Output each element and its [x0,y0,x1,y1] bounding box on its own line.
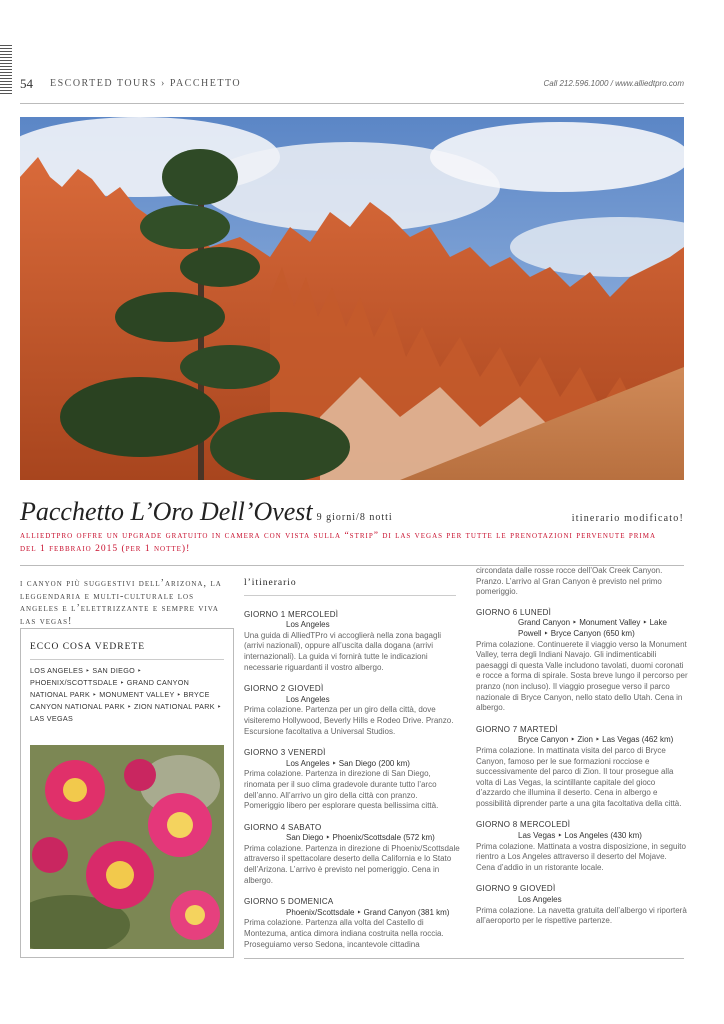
day-description: Prima colazione. Partenza in direzione di Phoenix/Scottsdale attraverso il spettacolare deserto della California e lo Stato dell’Arizona. L’arrivo è previsto nel pomeriggio. Cena in albergo. [244,843,460,885]
day-description: Prima colazione. Continuerete il viaggio verso la Monument Valley, terra degli Indiani Navajo. Gli indimenticabili paesaggi di questa Valle includono tavolati, duomi coronati e rocce a forma di spirale. Sosta breve lungo il percorso per pranzo (non incluso). Il viaggio prosegue verso il parco nazionale di Bryce Canyon, nello stato dello Utah. Cena in albergo. [476,639,688,713]
day-description: Una guida di AlliedTPro vi accoglierà nella zona bagagli (arrivi nazionali), oppure all’uscita dalla dogana (arrivi internazionali). La guida vi fornirà tutte le indicazioni necessarie riguardanti il vostro albergo. [244,630,442,672]
day-header: GIORNO 6 LUNEDÌ [476,607,552,617]
day-item [476,820,688,873]
itinerary-modified-badge: itinerario modificato! [571,513,684,524]
day-route: Los Angeles ‣ San Diego (200 km) [286,758,410,768]
page-number: 54 [20,76,33,91]
day-header: GIORNO 7 MARTEDÌ [476,724,558,734]
itinerary-divider [244,595,456,596]
day-header: GIORNO 2 GIOVEDÌ [244,684,324,694]
day-header: GIORNO 3 VENERDÌ [244,748,326,758]
day-item [244,610,460,674]
day-item [476,884,688,926]
day-description: Prima colazione. In mattinata visita del parco di Bryce Canyon, famoso per le sue formazioni rocciose e successivamente del parco di Zion. Il tour prosegue alla volta di Las Vegas, la scintillante capitale del gioco d’azzardo che illumina il deserto. Cena in albergo e possibilità diprender parte a una gita facoltativa della città. [476,745,682,808]
day-header: GIORNO 4 SABATO [244,822,322,832]
day-description: Prima colazione. Partenza in direzione di San Diego, rinomata per il suo clima gradevole durante tutto l’arco dell’anno. All’arrivo un giro della città con pranzo. Pomeriggio libero per esplorare questa bellissima città. [244,769,439,811]
upgrade-offer: alliedtpro offre un upgrade gratuito in camera con vista sulla “strip” di las vegas per tutte le prenotazioni pervenute prima del 1 febbraio 2015 (per 1 notte)! [20,531,657,554]
cactus-flower-photo [30,745,224,949]
package-duration: 9 giorni/8 notti [316,512,393,523]
day-header: GIORNO 9 GIOVEDÌ [476,884,556,894]
highlights-list: LOS ANGELES ‣ SAN DIEGO ‣ PHOENIX/SCOTTSDALE ‣ GRAND CANYON NATIONAL PARK ‣ MONUMENT VALLEY ‣ BRYCE CANYON NATIONAL PARK ‣ ZION NATIONAL PARK ‣ LAS VEGAS [30,666,222,723]
day-header: GIORNO 5 DOMENICA [244,897,334,907]
day-route: Las Vegas ‣ Los Angeles (430 km) [518,831,642,841]
itinerary-column-2 [476,566,688,938]
day-route: Grand Canyon ‣ Monument Valley ‣ Lake Powell ‣ Bryce Canyon (650 km) [518,618,667,638]
highlights-title: ECCO COSA VEDRETE [30,642,146,652]
package-title [20,497,393,527]
day-item [244,684,460,737]
day-description: Prima colazione. La navetta gratuita dell’albergo vi riporterà all’aeroporto per le rispettive partenze. [476,905,687,926]
day-header: GIORNO 8 MERCOLEDÌ [476,820,571,830]
header-divider [20,103,684,104]
day-item [244,823,460,887]
day-header: GIORNO 1 MERCOLEDÌ [244,609,339,619]
hero-photo-bryce-canyon [20,117,684,480]
day-route: Los Angeles [286,620,330,630]
highlights-divider [30,659,224,660]
day-item [244,748,460,812]
day-item [476,608,688,714]
day-description-continued: circondata dalle rosse rocce dell’Oak Creek Canyon. Pranzo. L’arrivo al Gran Canyon è previsto nel primo pomeriggio. [476,566,663,597]
day-route: Los Angeles [518,895,562,905]
itinerary-column-1 [244,566,460,961]
day-description: Prima colazione. Partenza alla volta del Castello di Montezuma, antica dimora indiana costruita nella roccia. Proseguiamo verso Sedona, incantevole cittadina [244,918,444,949]
day-route: Phoenix/Scottsdale ‣ Grand Canyon (381 km) [286,907,450,917]
day-description: Prima colazione. Partenza per un giro della città, dove visiteremo Hollywood, Beverly Hills e Rodeo Drive. Pranzo. Escursione facoltativa a Universal Studios. [244,705,454,736]
day-route: San Diego ‣ Phoenix/Scottsdale (572 km) [286,833,435,843]
itinerary-heading: l’itinerario [244,578,297,588]
barcode-strip [0,45,12,95]
day-item [244,897,460,950]
intro-text: i canyon più suggestivi dell’arizona, la leggendaria e multi-culturale los angeles e l’elettrizzante e sempre viva las vegas! [20,578,222,627]
package-name: Pacchetto L’Oro Dell’Ovest [20,497,313,526]
page-header [20,74,684,96]
contact-info: Call 212.596.1000 / www.alliedtpro.com [543,79,684,88]
highlights-box [20,628,234,958]
day-item [476,725,688,810]
section-label: ESCORTED TOURS › PACCHETTO [50,78,242,89]
day-route: Bryce Canyon ‣ Zion ‣ Las Vegas (462 km) [518,735,674,745]
day-description: Prima colazione. Mattinata a vostra disposizione, in seguito rientro a Los Angeles attraverso il deserto del Mojave. Cena d’addio in un ristorante locale. [476,841,686,872]
day-route: Los Angeles [286,694,330,704]
footer-divider [244,958,684,959]
